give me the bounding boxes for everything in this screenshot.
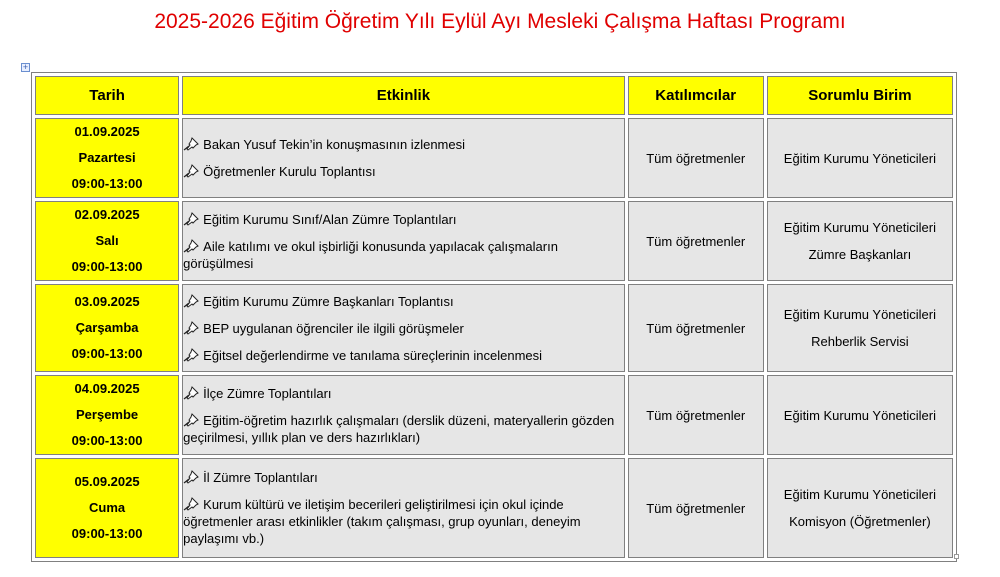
activity-cell [182,201,624,281]
header-responsible: Sorumlu Birim [767,76,953,115]
participants-cell: Tüm öğretmenler [628,118,764,198]
participants-cell: Tüm öğretmenler [628,201,764,281]
activity-text: Aile katılımı ve okul işbirliği konusunda yapılacak çalışmaların görüşülmesi [183,238,558,271]
date-cell-day: Perşembe [76,407,139,422]
responsible-unit: Eğitim Kurumu Yöneticileri [783,307,936,322]
activity-cell [182,458,624,558]
date-cell [35,458,179,558]
pushpin-icon [183,321,199,335]
date-cell [35,118,179,198]
date-cell-date: 05.09.2025 [74,474,140,489]
activity-cell [182,375,624,455]
date-cell-time: 09:00-13:00 [71,526,143,541]
activity-item [183,385,623,402]
participants-cell: Tüm öğretmenler [628,458,764,558]
program-table [31,72,957,562]
activity-item [183,163,623,180]
date-cell-date: 02.09.2025 [74,207,140,222]
date-cell [35,284,179,372]
activity-item [183,293,623,310]
pushpin-icon [183,470,199,484]
activity-item [183,238,623,272]
date-cell-time: 09:00-13:00 [71,176,143,191]
date-cell-day: Cuma [89,500,126,515]
activity-text: İl Zümre Toplantıları [203,470,318,485]
date-cell-day: Salı [95,233,119,248]
header-participants: Katılımcılar [628,76,764,115]
date-cell-time: 09:00-13:00 [71,433,143,448]
activity-text: Eğitsel değerlendirme ve tanılama süreçlerinin incelenmesi [203,347,543,363]
pushpin-icon [183,212,199,226]
participants-cell: Tüm öğretmenler [628,375,764,455]
responsible-unit: Zümre Başkanları [808,247,912,262]
activity-text: Eğitim Kurumu Zümre Başkanları Toplantısı [203,293,454,309]
date-cell-time: 09:00-13:00 [71,346,143,361]
pushpin-icon [183,137,199,151]
activity-item [183,412,623,446]
pushpin-icon [183,239,199,253]
date-cell-date: 03.09.2025 [74,294,140,309]
activity-item [183,469,623,486]
date-cell-date: 01.09.2025 [74,124,140,139]
activity-item [183,320,623,337]
pushpin-icon [183,386,199,400]
activity-text: İlçe Zümre Toplantıları [203,385,332,401]
activity-text: Eğitim Kurumu Sınıf/Alan Zümre Toplantıları [203,211,457,227]
activity-cell [182,118,624,198]
header-activity: Etkinlik [182,76,624,115]
responsible-cell [767,375,953,455]
responsible-unit: Eğitim Kurumu Yöneticileri [783,487,936,502]
activity-text: Öğretmenler Kurulu Toplantısı [203,164,376,179]
pushpin-icon [183,348,199,362]
table-move-handle[interactable]: + [22,62,29,72]
pushpin-icon [183,294,199,308]
pushpin-icon [183,497,199,511]
date-cell [35,201,179,281]
table-row [35,458,953,558]
responsible-unit: Eğitim Kurumu Yöneticileri [783,220,936,235]
responsible-cell [767,118,953,198]
responsible-cell [767,284,953,372]
date-cell-day: Çarşamba [75,320,139,335]
table-resize-handle[interactable] [954,554,959,559]
activity-text: Kurum kültürü ve iletişim becerileri geliştirilmesi için okul içinde öğretmenler arası etkinlikler (takım çalışması, grup oyunları, deneyim paylaşımı vb.) [183,497,581,546]
header-date: Tarih [35,76,179,115]
responsible-unit: Eğitim Kurumu Yöneticileri [783,150,936,166]
activity-item [183,496,623,547]
activity-item [183,211,623,228]
responsible-unit: Rehberlik Servisi [811,334,909,349]
table-row [35,375,953,455]
activity-text: Bakan Yusuf Tekin’in konuşmasının izlenmesi [203,137,465,152]
table-row [35,201,953,281]
responsible-cell [767,201,953,281]
activity-cell [182,284,624,372]
page-title: 2025-2026 Eğitim Öğretim Yılı Eylül Ayı Mesleki Çalışma Haftası Programı [154,10,846,33]
activity-item [183,136,623,153]
table-row [35,284,953,372]
table-header-row [35,76,953,115]
pushpin-icon [183,164,199,178]
activity-item [183,347,623,364]
activity-text: Eğitim-öğretim hazırlık çalışmaları (derslik düzeni, materyallerin gözden geçirilmesi, yıllık plan ve ders hazırlıkları) [183,412,615,445]
table-row [35,118,953,198]
participants-cell: Tüm öğretmenler [628,284,764,372]
date-cell-time: 09:00-13:00 [71,259,143,274]
responsible-unit: Komisyon (Öğretmenler) [789,514,931,529]
activity-text: BEP uygulanan öğrenciler ile ilgili görüşmeler [203,320,464,336]
date-cell-day: Pazartesi [78,150,136,165]
responsible-unit: Eğitim Kurumu Yöneticileri [783,407,936,423]
date-cell-date: 04.09.2025 [74,381,140,396]
pushpin-icon [183,413,199,427]
date-cell [35,375,179,455]
responsible-cell [767,458,953,558]
